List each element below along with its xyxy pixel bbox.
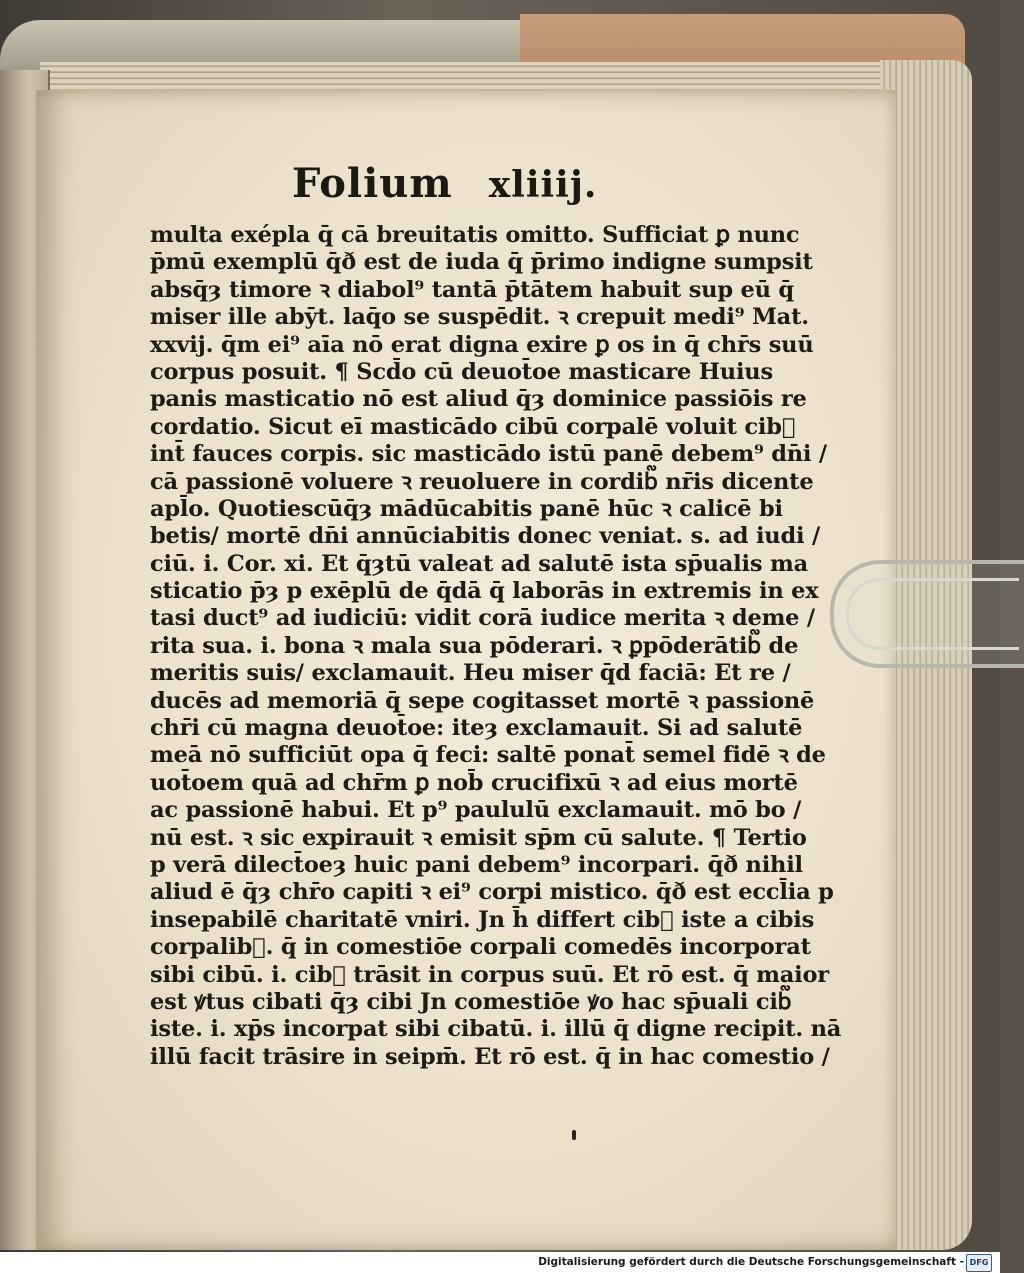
text-line: multa exépla q̄ cā breuitatis omitto. Sufficiat ꝑ nunc [150,222,800,248]
text-line: p verā dilect̄oeȝ huic pani debem⁹ incorpari. q̄ð nihil [150,851,803,878]
text-line: aliud ē q̄ȝ chr̄o capiti ꝛ ei⁹ corpi mistico. q̄ð est eccl̄ia p [150,879,834,906]
text-line: absq̄ȝ timore ꝛ diabol⁹ tantā p̄tātem habuit sup eū q̄ [150,276,794,303]
text-line: iste. i. xp̄s incorpat sibi cibatū. i. illū q̄ digne recipit. nā [150,1016,842,1043]
text-line: rita sua. i. bona ꝛ mala sua pōderari. ꝛ ꝑpōderātib᷑ de [150,632,799,659]
text-line: int̄ fauces corpis. sic masticādo istū panē debem⁹ dn̄i / [150,441,827,468]
text-line: corpus posuit. ¶ Scd̄o cū deuot̄oe masticare Huius [150,358,773,385]
text-line: apl̄o. Quotiescūq̄ȝ mādūcabitis panē hūc ꝛ calicē bi [150,495,783,522]
text-line: corpalib᷑. q̄ in comestiōe corpali comedēs incorporat [150,934,811,961]
dfg-logo: DFG [966,1254,992,1272]
text-line: cā passionē voluere ꝛ reuoluere in cordib᷑ nr̄is dicente [150,468,814,495]
text-line: panis masticatio nō est aliud q̄ȝ dominice passiōis re [150,386,807,413]
text-line: ciū. i. Cor. xi. Et q̄ȝtū valeat ad salutē ista sp̄ualis ma [150,550,808,577]
text-line: meritis suis/ exclamauit. Heu miser q̄d faciā: Et re / [150,660,791,687]
folio-heading [292,160,598,220]
text-line: uot̄oem quā ad chr̄m ꝑ nob̄ crucifixū ꝛ ad eius mortē [150,769,798,796]
page-mark [572,1130,576,1140]
text-line: nū est. ꝛ sic expirauit ꝛ emisit sp̄m cū salute. ¶ Tertio [150,824,807,851]
text-line: betis/ mortē dn̄i annūciabitis donec veniat. s. ad iudi / [150,523,820,550]
text-line: ducēs ad memoriā q̄ sepe cogitasset mortē ꝛ passionē [150,687,815,714]
text-line: tasi duct⁹ ad iudiciū: vidit corā iudice merita ꝛ deme / [150,605,815,632]
text-line: cordatio. Sicut eī masticādo cibū corpalē voluit cib᷑ [150,413,796,440]
text-line: chr̄i cū magna deuot̄oe: iteȝ exclamauit. Si ad salutē [150,715,803,742]
funding-credit: Digitalisierung gefördert durch die Deutsche Forschungsgemeinschaft - [538,1256,964,1268]
text-line: ac passionē habui. Et p⁹ paululū exclamauit. mō bo / [150,797,802,824]
paper-clip-inner [846,578,1019,650]
text-line: p̄mū exemplū q̄ð est de iuda q̄ p̄rimo indigne sumpsit [150,249,813,276]
folio-word: Folium [292,160,453,207]
text-line: sticatio p̄ȝ p exēplū de q̄dā q̄ laborās in extremis in ex [150,578,819,605]
text-line: meā nō sufficiūt opa q̄ feci: saltē ponat̄ semel fidē ꝛ de [150,742,826,769]
text-line: miser ille abȳt. laq̄o se suspēdit. ꝛ crepuit medi⁹ Mat. [150,304,809,331]
text-line: illū facit trāsire in seipm̄. Et rō est. q̄ in hac comestio / [150,1043,830,1070]
folio-number: xliiij. [488,164,598,206]
text-line: sibi cibū. i. cib᷑ trāsit in corpus suū. Et rō est. q̄ maior [150,961,829,988]
body-text [150,222,842,1071]
text-line: est ꝟtus cibati q̄ȝ cibi Jn comestiōe ꝟo hac sp̄uali cib᷑ [150,988,792,1015]
text-line: insepabilē charitatē vniri. Jn h̄ differt cib᷑ iste a cibis [150,906,815,933]
text-line: xxvij. q̄m ei⁹ aīa nō erat digna exire ꝑ os in q̄ chr̄s suū [150,331,814,358]
